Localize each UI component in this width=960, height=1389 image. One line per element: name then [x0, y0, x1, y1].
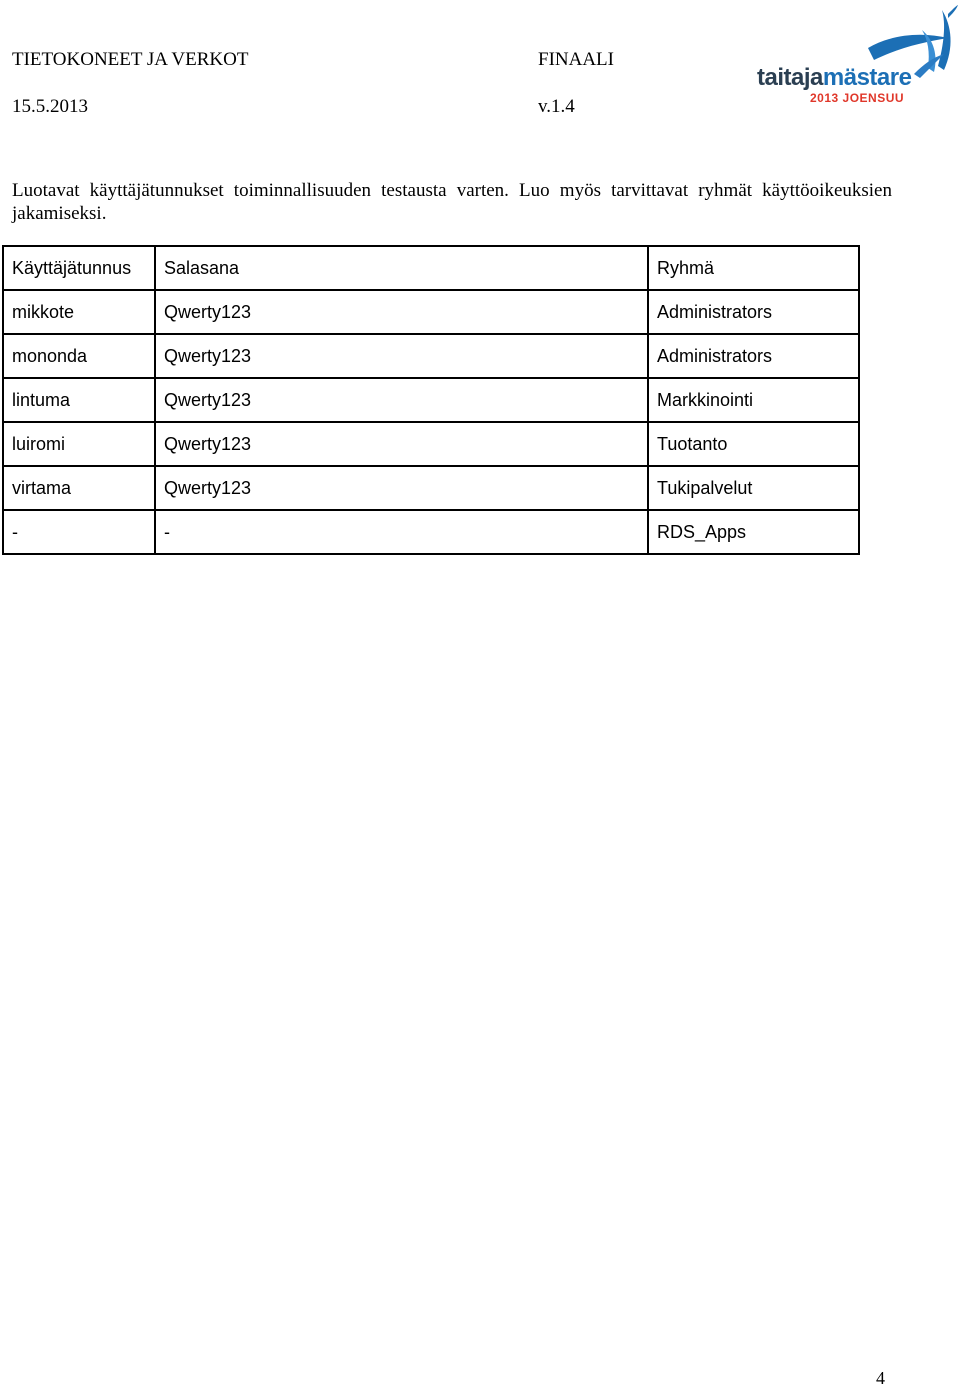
cell-username: mononda — [3, 334, 155, 378]
cell-username: - — [3, 510, 155, 554]
cell-group: Markkinointi — [648, 378, 859, 422]
table-row — [3, 466, 859, 510]
logo-subtitle: 2013 JOENSUU — [810, 91, 905, 105]
cell-password: Qwerty123 — [155, 466, 648, 510]
cell-password: Qwerty123 — [155, 290, 648, 334]
cell-password: Qwerty123 — [155, 378, 648, 422]
header-group: Ryhmä — [648, 246, 859, 290]
cell-username: lintuma — [3, 378, 155, 422]
cell-group: Administrators — [648, 290, 859, 334]
cell-password: - — [155, 510, 648, 554]
intro-paragraph: Luotavat käyttäjätunnukset toiminnallisuuden testausta varten. Luo myös tarvittavat ryhmät käyttöoikeuksien jakamiseksi. — [12, 180, 892, 224]
cell-group: Administrators — [648, 334, 859, 378]
document-version: v.1.4 — [538, 96, 575, 117]
logo-wordmark: taitajamästare — [757, 64, 912, 91]
cell-group: Tuotanto — [648, 422, 859, 466]
table-header-row — [3, 246, 859, 290]
header-password: Salasana — [155, 246, 648, 290]
table-row — [3, 290, 859, 334]
page-number: 4 — [876, 1368, 885, 1388]
cell-username: luiromi — [3, 422, 155, 466]
user-accounts-table — [2, 245, 860, 555]
table-row — [3, 510, 859, 554]
cell-group: RDS_Apps — [648, 510, 859, 554]
cell-group: Tukipalvelut — [648, 466, 859, 510]
table-row — [3, 378, 859, 422]
cell-password: Qwerty123 — [155, 422, 648, 466]
table-row — [3, 422, 859, 466]
table-row — [3, 334, 859, 378]
document-status: FINAALI — [538, 49, 614, 70]
header-username: Käyttäjätunnus — [3, 246, 155, 290]
document-date: 15.5.2013 — [12, 96, 88, 117]
cell-password: Qwerty123 — [155, 334, 648, 378]
taitajamastare-logo — [752, 4, 958, 108]
document-title: TIETOKONEET JA VERKOT — [12, 49, 249, 70]
cell-username: mikkote — [3, 290, 155, 334]
cell-username: virtama — [3, 466, 155, 510]
